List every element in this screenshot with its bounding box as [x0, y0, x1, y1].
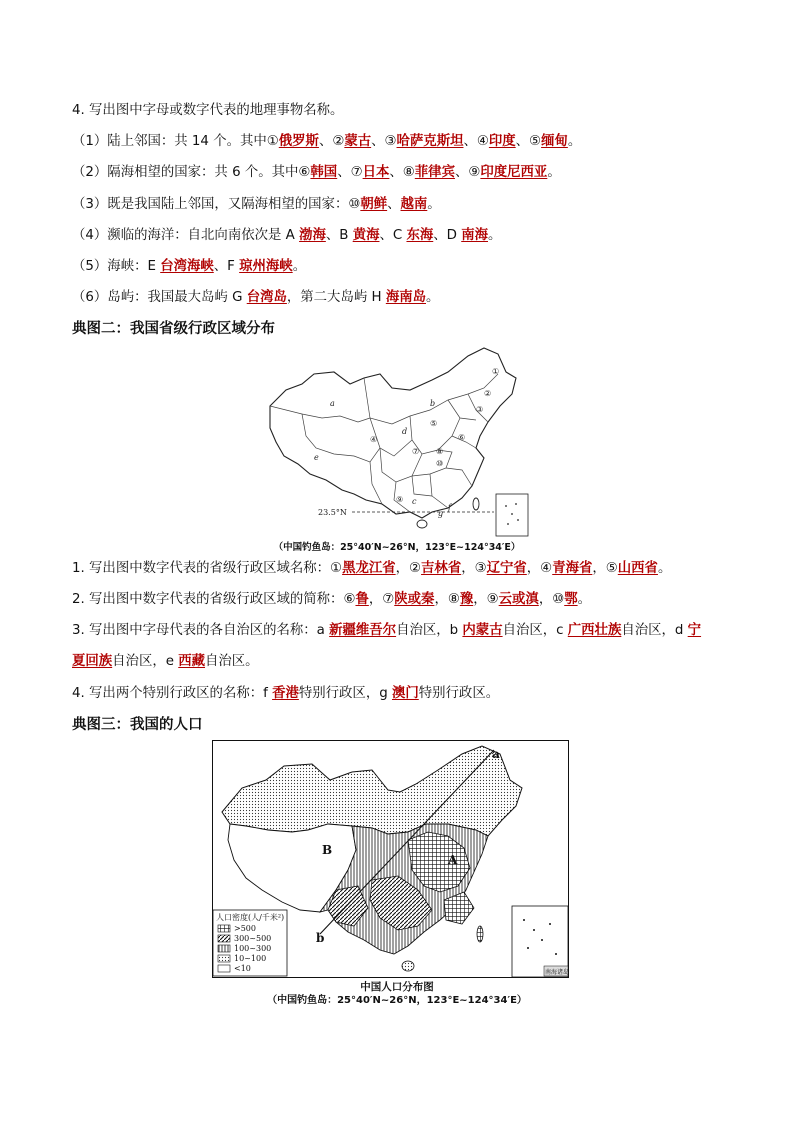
south-sea-inset: [496, 494, 528, 536]
answer-line-4: （4）濒临的海洋：自北向南依次是 A 渤海、B 黄海、C 东海、D 南海。: [72, 228, 502, 243]
section2-q3-line2: 夏回族自治区，e 西藏自治区。: [72, 654, 259, 669]
answer-line-3: （3）既是我国陆上邻国，又隔海相望的国家：⑩朝鲜、越南。: [72, 197, 441, 212]
legend-item: 100~300: [234, 944, 272, 953]
latitude-label: 23.5°N: [318, 508, 347, 517]
svg-text:e: e: [314, 453, 319, 462]
province-map: [262, 344, 534, 540]
svg-text:b: b: [430, 399, 436, 408]
question-4-title: 4. 写出图中字母或数字代表的地理事物名称。: [72, 103, 344, 118]
answer-line-5: （5）海峡：E 台湾海峡、F 琼州海峡。: [72, 259, 307, 274]
svg-text:c: c: [412, 497, 417, 506]
population-map: [212, 740, 569, 978]
svg-text:f: f: [448, 503, 451, 512]
svg-text:⑨: ⑨: [396, 495, 404, 504]
svg-text:a: a: [330, 399, 335, 408]
svg-text:⑥: ⑥: [458, 433, 466, 442]
legend-title: 人口密度(人/千米²): [216, 913, 285, 922]
letter-b-lower: b: [316, 931, 325, 945]
section-3-heading: 典图三：我国的人口: [72, 717, 203, 733]
answer-line-6: （6）岛屿：我国最大岛屿 G 台湾岛，第二大岛屿 H 海南岛。: [72, 290, 440, 305]
letter-B: B: [322, 843, 333, 857]
svg-text:④: ④: [370, 435, 378, 444]
population-map-caption: （中国钓鱼岛：25°40′N~26°N，123°E~124°34′E）: [267, 995, 527, 1006]
section2-q4: 4. 写出两个特别行政区的名称：f 香港特别行政区，g 澳门特别行政区。: [72, 686, 500, 701]
svg-text:g: g: [438, 509, 444, 518]
legend-item: >500: [234, 924, 256, 933]
svg-text:⑦: ⑦: [412, 447, 420, 456]
section2-q3-line1: 3. 写出图中字母代表的各自治区的名称：a 新疆维吾尔自治区，b 内蒙古自治区，c 广西壮族自治区，d 宁: [72, 623, 702, 638]
inset-label: 南海诸岛: [545, 969, 569, 976]
section-2-heading: 典图二：我国省级行政区域分布: [72, 321, 275, 337]
svg-text:d: d: [402, 427, 408, 436]
section2-q2: 2. 写出图中数字代表的省级行政区域的简称：⑥鲁，⑦陕或秦，⑧豫，⑨云或滇，⑩鄂。: [72, 592, 591, 607]
svg-text:⑩: ⑩: [436, 459, 444, 468]
letter-A: A: [448, 853, 458, 867]
population-map-svg: [212, 740, 569, 978]
province-map-svg: [262, 344, 534, 540]
answer-line-1: （1）陆上邻国：共 14 个。其中①俄罗斯、②蒙古、③哈萨克斯坦、④印度、⑤缅甸。: [72, 134, 582, 149]
south-sea-inset: [512, 906, 569, 977]
svg-text:⑧: ⑧: [436, 447, 444, 456]
legend-item: 10~100: [234, 954, 267, 963]
answer-line-2: （2）隔海相望的国家：共 6 个。其中⑥韩国、⑦日本、⑧菲律宾、⑨印度尼西亚。: [72, 165, 561, 180]
svg-text:⑤: ⑤: [430, 419, 438, 428]
legend-item: 300~500: [234, 934, 272, 943]
population-legend: [213, 910, 287, 976]
letter-a: a: [492, 747, 500, 761]
section2-q1: 1. 写出图中数字代表的省级行政区域名称：①黑龙江省，②吉林省，③辽宁省，④青海省，⑤山西省。: [72, 561, 672, 576]
svg-text:②: ②: [484, 389, 492, 398]
svg-text:③: ③: [476, 405, 484, 414]
population-map-title: 中国人口分布图: [360, 981, 434, 993]
legend-item: <10: [234, 964, 251, 973]
province-map-caption: （中国钓鱼岛：25°40′N~26°N，123°E~124°34′E）: [273, 542, 521, 553]
svg-text:①: ①: [492, 367, 500, 376]
